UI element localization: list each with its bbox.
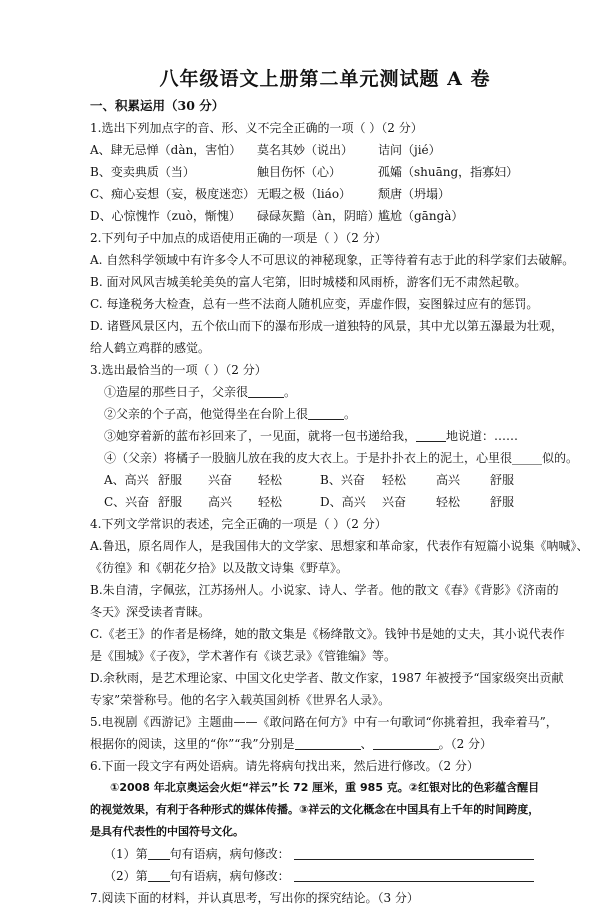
- fill-blank[interactable]: [148, 867, 170, 882]
- question-4-stem: 4.下列文学常识的表述，完全正确的一项是（ ）（2 分）: [90, 517, 387, 531]
- option-cell: C、痴心妄想（妄，极度迷恋）: [90, 187, 256, 201]
- option-cell: D、心惊愧怍（zuò，惭愧）: [90, 209, 241, 223]
- question-3-choices-ab: [90, 469, 560, 491]
- question-6-passage: ①2008 年北京奥运会火炬“祥云”长 72 厘米，重 985 克。②红银对比的色彩蕴含醒目: [110, 781, 540, 794]
- question-3-stem: 3.选出最恰当的一项（ ）（2 分）: [90, 363, 267, 377]
- option-cell: 触目伤怀（心）: [257, 165, 342, 179]
- question-3-sentence-4: ④（父亲）将橘子一股脑儿放在我的皮大衣上。于是扑扑衣上的泥土，心里很_____似的。: [104, 451, 579, 465]
- option-cell: 孤孀（shuāng，指寡妇）: [378, 165, 519, 179]
- choice-word: 轻松: [258, 473, 283, 487]
- question-1-stem: 1.选出下列加点字的音、形、义不完全正确的一项（ ）（2 分）: [90, 121, 423, 135]
- sentence-text: ②父亲的个子高，他觉得坐在台阶上很: [104, 407, 309, 421]
- choice-word: 舒服: [490, 495, 515, 509]
- choice-word: 轻松: [382, 473, 407, 487]
- page-title: 八年级语文上册第二单元测试题 A 卷: [159, 68, 491, 90]
- sentence-text: 。: [284, 385, 297, 399]
- answer-line[interactable]: [294, 845, 534, 860]
- option-cell: 诘问（jié）: [378, 143, 441, 157]
- question-6-passage-cont: 的视觉效果，有利于各种形式的媒体传播。③祥云的文化概念在中国具有上千年的时间跨度，: [90, 803, 540, 816]
- question-4-option-a-cont: 《彷徨》和《朝花夕拾》以及散文诗集《野草》。: [90, 561, 349, 575]
- option-cell: B、变卖典质（当）: [90, 165, 195, 179]
- question-2-option-b: B. 面对风风吉城美轮美奂的富人宅第，旧时城楼和风雨桥，游客们无不肃然起敬。: [90, 275, 527, 289]
- fill-blank[interactable]: [308, 405, 344, 420]
- fix-label: 句有语病，病句修改：: [169, 847, 290, 861]
- sentence-text: ③她穿着新的蓝布衫回来了，一见面，就将一包书递给我，: [104, 429, 417, 443]
- choice-word: 高兴: [436, 473, 461, 487]
- fix-label: （1）第: [104, 847, 148, 861]
- question-5-answer-line: [90, 733, 560, 755]
- fix-label: 句有语病，病句修改：: [169, 869, 290, 883]
- question-2-option-a: A. 自然科学领域中有许多令人不可思议的神秘现象，正等待着有志于此的科学家们去破解。: [90, 253, 575, 267]
- option-cell: 莫名其妙（说出）: [257, 143, 354, 157]
- question-1-option-b: [90, 161, 560, 183]
- question-6-passage-end: 是具有代表性的中国符号文化。: [90, 825, 244, 838]
- choice-word: A、高兴: [104, 473, 149, 487]
- question-2-stem: 2.下列句子中加点的成语使用正确的一项是（ ）（2 分）: [90, 231, 387, 245]
- question-4-option-d: D.余秋雨，是艺术理论家、中国文化史学者、散文作家，1987 年被授予“国家级突出贡献: [90, 671, 564, 685]
- choice-word: 舒服: [158, 495, 183, 509]
- choice-word: 舒服: [490, 473, 515, 487]
- option-cell: 颓唐（坍塌）: [378, 187, 451, 201]
- answer-line[interactable]: [294, 867, 534, 882]
- sentence-text: 。: [344, 407, 357, 421]
- question-3-sentence-2: [90, 403, 560, 425]
- choice-word: D、高兴: [320, 495, 366, 509]
- question-3-sentence-1: [90, 381, 560, 403]
- question-7-stem: 7.阅读下面的材料，并认真思考，写出你的探究结论。（3 分）: [90, 891, 419, 905]
- question-4-option-d-cont: 专家”荣誉称号。他的名字入载英国剑桥《世界名人录》。: [90, 693, 391, 707]
- question-3-choices-cd: [90, 491, 560, 513]
- question-6-fix-1: [90, 843, 560, 865]
- question-2-option-d: D. 诸暨风景区内，五个依山而下的瀑布形成一道独特的风景，其中尤以第五瀑最为壮观，: [90, 319, 563, 333]
- question-4-option-b-cont: 冬天》深受读者青睐。: [90, 605, 211, 619]
- section-heading: 一、积累运用（30 分）: [90, 98, 225, 113]
- choice-word: 轻松: [436, 495, 461, 509]
- question-4-option-b: B.朱自清，字佩弦，江苏扬州人。小说家、诗人、学者。他的散文《春》《背影》《济南的: [90, 583, 559, 597]
- option-cell: 无暇之极（liáo）: [257, 187, 352, 201]
- option-cell: 尴尬（gāngà）: [378, 209, 464, 223]
- fill-blank[interactable]: [295, 735, 361, 750]
- choice-word: 高兴: [208, 495, 233, 509]
- choice-word: 轻松: [258, 495, 283, 509]
- choice-word: 舒服: [158, 473, 183, 487]
- question-1-option-a: [90, 139, 560, 161]
- question-4-option-c-cont: 是《围城》《子夜》，学术著作有《谈艺录》《管锥编》等。: [90, 649, 397, 663]
- fix-label: （2）第: [104, 869, 148, 883]
- question-2-option-d-cont: 给人鹤立鸡群的感觉。: [90, 341, 211, 355]
- option-cell: 碌碌灰黯（àn，阴暗）: [257, 209, 380, 223]
- question-5-text: 根据你的阅读，这里的“你”“我”分别是: [90, 737, 295, 751]
- option-cell: A、肆无忌惮（dàn，害怕）: [90, 143, 242, 157]
- choice-word: C、兴奋: [104, 495, 150, 509]
- question-1-option-c: [90, 183, 560, 205]
- sentence-text: ①造屋的那些日子，父亲很: [104, 385, 249, 399]
- question-4-option-c: C.《老王》的作者是杨绛，她的散文集是《杨绛散文》。钱钟书是她的丈夫，其小说代表作: [90, 627, 565, 641]
- fill-blank[interactable]: [373, 735, 439, 750]
- choice-word: B、兴奋: [320, 473, 365, 487]
- question-3-sentence-3: [90, 425, 560, 447]
- question-1-option-d: [90, 205, 560, 227]
- sentence-text: 地说道：……: [446, 429, 519, 443]
- question-5-stem: 5.电视剧《西游记》主题曲——《敢问路在何方》中有一句歌词“你挑着担，我牵着马”，: [90, 715, 558, 729]
- question-5-text: 、: [360, 737, 373, 751]
- fill-blank[interactable]: [248, 383, 284, 398]
- question-6-stem: 6.下面一段文字有两处语病。请先将病句找出来，然后进行修改。（2 分）: [90, 759, 479, 773]
- fill-blank[interactable]: [416, 427, 446, 442]
- question-2-option-c: C. 每逢税务大检查，总有一些不法商人随机应变，弄虚作假，妄图躲过应有的惩罚。: [90, 297, 539, 311]
- fill-blank[interactable]: [148, 845, 170, 860]
- choice-word: 兴奋: [382, 495, 407, 509]
- choice-word: 兴奋: [208, 473, 233, 487]
- question-4-option-a: A.鲁迅，原名周作人，是我国伟大的文学家、思想家和革命家，代表作有短篇小说集《呐喊》、: [90, 539, 589, 553]
- question-6-fix-2: [90, 865, 560, 887]
- question-5-text: 。（2 分）: [438, 737, 493, 751]
